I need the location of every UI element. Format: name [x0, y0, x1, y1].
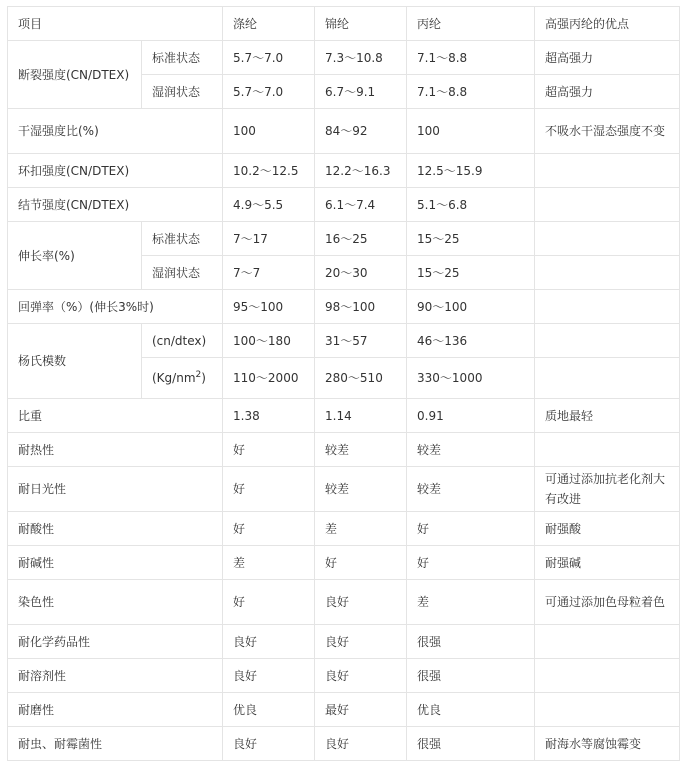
table-row	[8, 727, 680, 761]
cell-polypropylene: 较差	[407, 433, 535, 467]
row-label: 结节强度(CN/DTEX)	[8, 188, 223, 222]
cell-nylon: 好	[315, 546, 407, 580]
row-label: 耐虫、耐霉菌性	[8, 727, 223, 761]
header-nylon: 锦纶	[315, 7, 407, 41]
table-header-row	[8, 7, 680, 41]
cell-advantage: 可通过添加色母粒着色	[535, 580, 680, 625]
cell-polyester: 5.7～7.0	[223, 41, 315, 75]
row-label: 杨氏模数	[8, 324, 142, 399]
cell-polypropylene: 很强	[407, 625, 535, 659]
cell-advantage: 质地最轻	[535, 399, 680, 433]
cell-advantage	[535, 256, 680, 290]
cell-polyester: 良好	[223, 625, 315, 659]
row-label: 耐热性	[8, 433, 223, 467]
fiber-comparison-table	[7, 6, 680, 761]
cell-polyester: 良好	[223, 727, 315, 761]
cell-polyester: 5.7～7.0	[223, 75, 315, 109]
cell-polypropylene: 7.1～8.8	[407, 41, 535, 75]
header-polyester: 涤纶	[223, 7, 315, 41]
cell-advantage	[535, 154, 680, 188]
cell-polyester: 100～180	[223, 324, 315, 358]
table-row	[8, 467, 680, 512]
cell-advantage: 可通过添加抗老化剂大有改进	[535, 467, 680, 512]
row-label: 干湿强度比(%)	[8, 109, 223, 154]
row-label: 耐日光性	[8, 467, 223, 512]
cell-polyester: 7～7	[223, 256, 315, 290]
cell-advantage: 超高强力	[535, 41, 680, 75]
table-row	[8, 580, 680, 625]
cell-polypropylene: 较差	[407, 467, 535, 512]
cell-nylon: 6.7～9.1	[315, 75, 407, 109]
cell-nylon: 最好	[315, 693, 407, 727]
cell-advantage: 耐海水等腐蚀霉变	[535, 727, 680, 761]
cell-nylon: 良好	[315, 659, 407, 693]
cell-nylon: 1.14	[315, 399, 407, 433]
cell-advantage: 超高强力	[535, 75, 680, 109]
cell-advantage	[535, 433, 680, 467]
row-label: 断裂强度(CN/DTEX)	[8, 41, 142, 109]
table-row	[8, 222, 680, 256]
unit-superscript: 2	[195, 370, 202, 380]
table-row	[8, 188, 680, 222]
row-label: 耐溶剂性	[8, 659, 223, 693]
row-sublabel: (cn/dtex)	[142, 324, 223, 358]
cell-polyester: 优良	[223, 693, 315, 727]
cell-nylon: 31～57	[315, 324, 407, 358]
row-sublabel: 湿润状态	[142, 256, 223, 290]
cell-polypropylene: 46～136	[407, 324, 535, 358]
cell-polypropylene: 5.1～6.8	[407, 188, 535, 222]
table-row	[8, 154, 680, 188]
cell-nylon: 84～92	[315, 109, 407, 154]
cell-advantage	[535, 358, 680, 399]
cell-nylon: 16～25	[315, 222, 407, 256]
cell-polyester: 好	[223, 433, 315, 467]
cell-advantage: 耐强碱	[535, 546, 680, 580]
row-label: 耐化学药品性	[8, 625, 223, 659]
cell-nylon: 差	[315, 512, 407, 546]
cell-polypropylene: 90～100	[407, 290, 535, 324]
cell-nylon: 良好	[315, 580, 407, 625]
cell-advantage	[535, 324, 680, 358]
cell-polyester: 7～17	[223, 222, 315, 256]
table-row	[8, 693, 680, 727]
unit-suffix: )	[201, 371, 206, 385]
row-sublabel	[142, 358, 223, 399]
cell-polypropylene: 好	[407, 512, 535, 546]
cell-advantage	[535, 693, 680, 727]
cell-advantage	[535, 188, 680, 222]
cell-nylon: 良好	[315, 727, 407, 761]
row-sublabel: 标准状态	[142, 222, 223, 256]
cell-polypropylene: 0.91	[407, 399, 535, 433]
row-label: 耐磨性	[8, 693, 223, 727]
cell-nylon: 20～30	[315, 256, 407, 290]
table-row	[8, 41, 680, 75]
cell-polyester: 100	[223, 109, 315, 154]
table-row	[8, 290, 680, 324]
cell-polypropylene: 很强	[407, 659, 535, 693]
cell-advantage: 不吸水干湿态强度不变	[535, 109, 680, 154]
row-label: 伸长率(%)	[8, 222, 142, 290]
cell-nylon: 良好	[315, 625, 407, 659]
cell-polypropylene: 100	[407, 109, 535, 154]
cell-polyester: 1.38	[223, 399, 315, 433]
cell-nylon: 6.1～7.4	[315, 188, 407, 222]
cell-advantage	[535, 290, 680, 324]
table-row	[8, 625, 680, 659]
cell-polypropylene: 15～25	[407, 222, 535, 256]
row-label: 染色性	[8, 580, 223, 625]
cell-polyester: 差	[223, 546, 315, 580]
table-row	[8, 109, 680, 154]
cell-polypropylene: 12.5～15.9	[407, 154, 535, 188]
cell-polyester: 4.9～5.5	[223, 188, 315, 222]
cell-nylon: 较差	[315, 467, 407, 512]
cell-nylon: 7.3～10.8	[315, 41, 407, 75]
table-row	[8, 399, 680, 433]
cell-advantage	[535, 659, 680, 693]
cell-polypropylene: 差	[407, 580, 535, 625]
table-row	[8, 324, 680, 358]
cell-polypropylene: 很强	[407, 727, 535, 761]
cell-nylon: 98～100	[315, 290, 407, 324]
row-label: 环扣强度(CN/DTEX)	[8, 154, 223, 188]
cell-nylon: 12.2～16.3	[315, 154, 407, 188]
table-row	[8, 433, 680, 467]
table-row	[8, 546, 680, 580]
header-item: 项目	[8, 7, 223, 41]
cell-polypropylene: 15～25	[407, 256, 535, 290]
cell-polyester: 良好	[223, 659, 315, 693]
cell-advantage	[535, 222, 680, 256]
cell-polypropylene: 7.1～8.8	[407, 75, 535, 109]
cell-polypropylene: 优良	[407, 693, 535, 727]
row-label: 耐酸性	[8, 512, 223, 546]
row-label: 回弹率（%）(伸长3%时)	[8, 290, 223, 324]
cell-polyester: 好	[223, 467, 315, 512]
cell-polyester: 110～2000	[223, 358, 315, 399]
cell-polypropylene: 330～1000	[407, 358, 535, 399]
table-row	[8, 512, 680, 546]
cell-nylon: 280～510	[315, 358, 407, 399]
cell-polypropylene: 好	[407, 546, 535, 580]
row-label: 比重	[8, 399, 223, 433]
row-label: 耐碱性	[8, 546, 223, 580]
cell-advantage: 耐强酸	[535, 512, 680, 546]
cell-advantage	[535, 625, 680, 659]
row-sublabel: 标准状态	[142, 41, 223, 75]
table-row	[8, 659, 680, 693]
cell-nylon: 较差	[315, 433, 407, 467]
cell-polyester: 95～100	[223, 290, 315, 324]
header-advantage: 高强丙纶的优点	[535, 7, 680, 41]
cell-polyester: 10.2～12.5	[223, 154, 315, 188]
header-polypropylene: 丙纶	[407, 7, 535, 41]
cell-polyester: 好	[223, 512, 315, 546]
unit-prefix: (Kg/nm	[152, 371, 196, 385]
row-sublabel: 湿润状态	[142, 75, 223, 109]
cell-polyester: 好	[223, 580, 315, 625]
